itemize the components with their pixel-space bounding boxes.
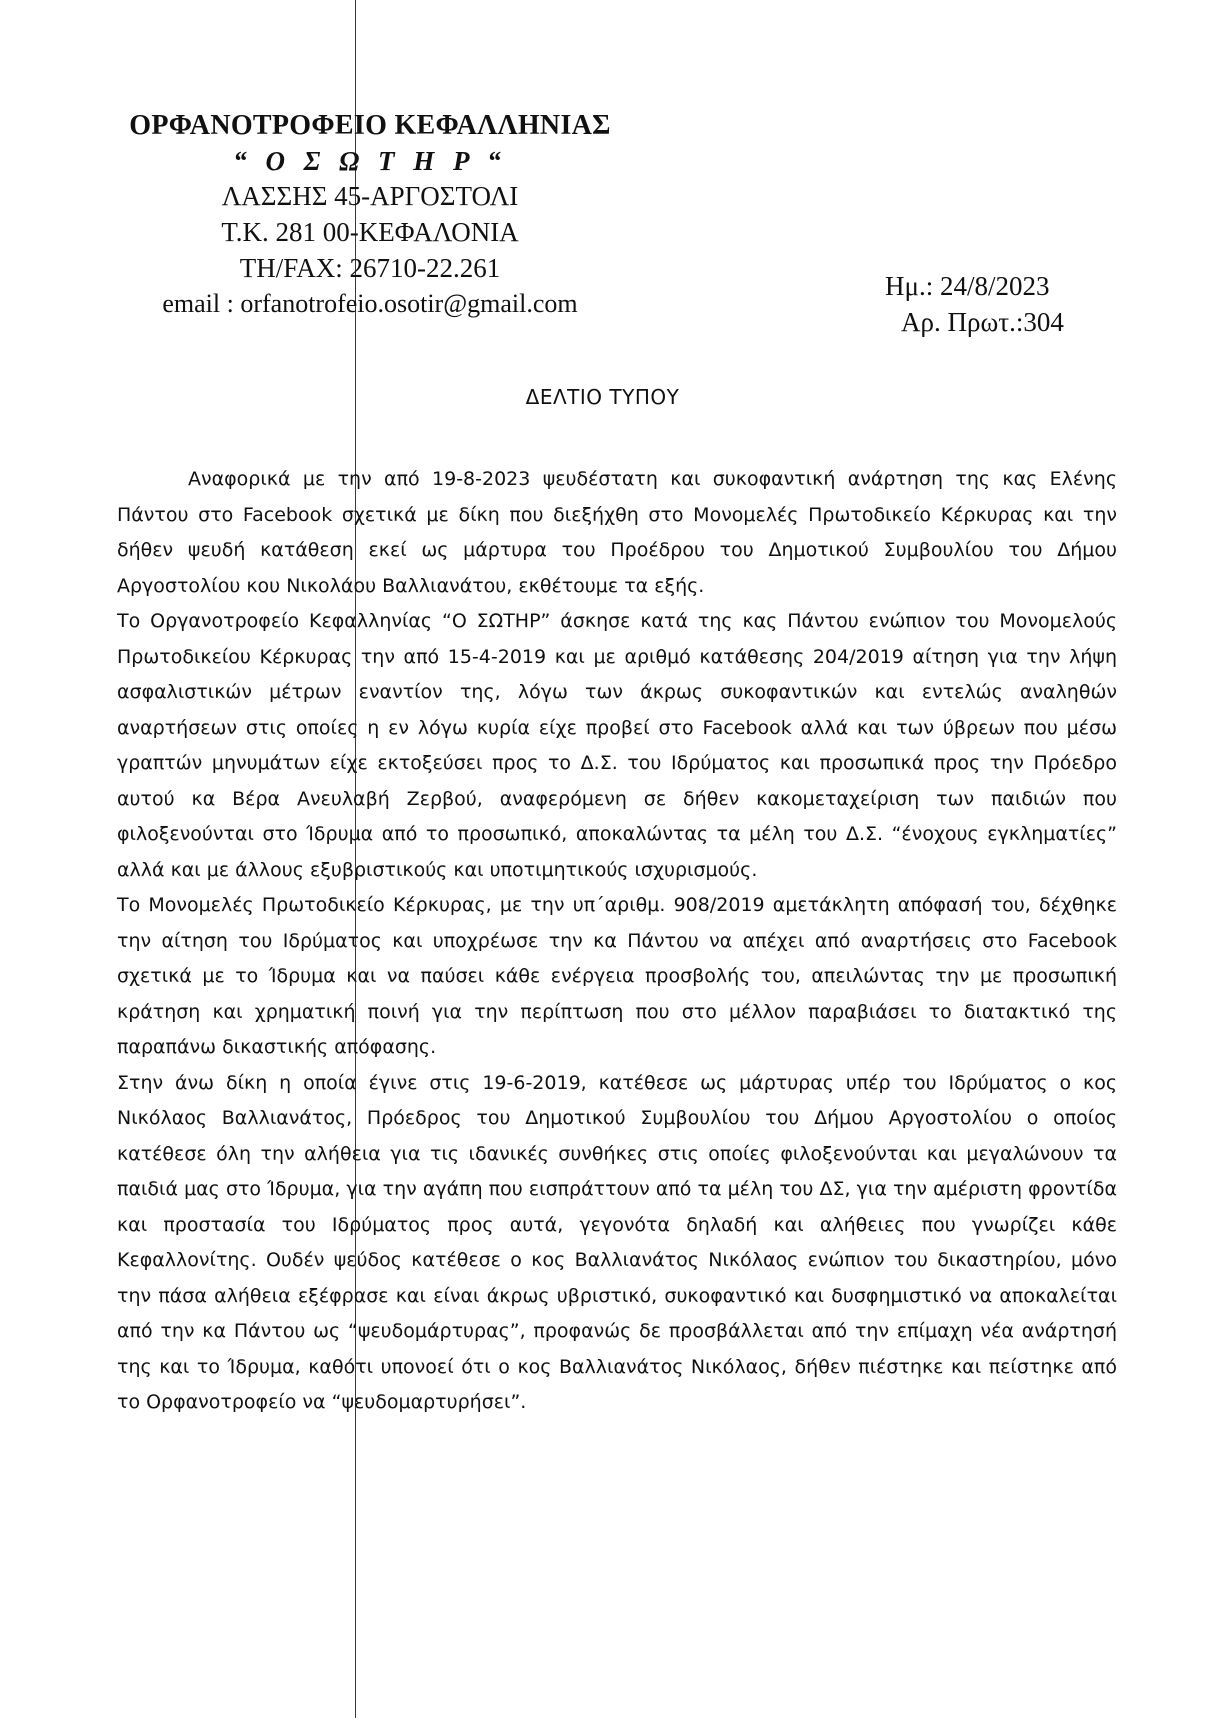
paragraph: Στην άνω δίκη η οποία έγινε στις 19-6-2019, κατέθεσε ως μάρτυρας υπέρ του Ιδρύματος ο κος Νικόλαος Βαλλιανάτος, Πρόεδρος του Δημοτικού Συμβουλίου του Δήμου Αργοστολίου ο οποίος κατέθεσε όλη την αλήθεια για τις ιδανικές συνθήκες στις οποίες φιλοξενούνται και μεγαλώνουν τα παιδιά μας στο Ίδρυμα, για την αγάπη που εισπράττουν από τα μέλη του ΔΣ, για την αμέριστη φροντίδα και προστασία του Ιδρύματος προς αυτά, γεγονότα δηλαδή και αλήθειες που γνωρίζει κάθε Κεφαλλονίτης. Ουδέν ψεύδος κατέθεσε ο κος Βαλλιανάτος Νικόλαος ενώπιον του δικαστηρίου, μόνο την πάσα αλήθεια εξέφρασε και είναι άκρως υβριστικό, συκοφαντικό και δυσφημιστικό να αποκαλείται από την κα Πάντου ως “ψευδομάρτυρας”, προφανώς δε προσβάλλεται από την επίμαχη νέα ανάρτησή της και το Ίδρυμα, καθότι υπονοεί ότι ο κος Βαλλιανάτος Νικόλαος, δήθεν πιέστηκε και πείστηκε από το Ορφανοτροφείο να “ψευδομαρτυρήσει”.: [117, 1071, 1117, 1413]
org-phone: ΤΗ/FAX: 26710-22.261: [239, 253, 501, 283]
org-postal: Τ.Κ. 281 00-ΚΕΦΑΛΟΝΙΑ: [221, 217, 519, 247]
document-meta: [885, 268, 1064, 340]
document-body: [117, 462, 1117, 1421]
paragraph: Αναφορικά με την από 19-8-2023 ψευδέστατη και συκοφαντική ανάρτηση της κας Ελένης Πάντου στο Facebook σχετικά με δίκη που διεξήχθη στο Μονομελές Πρωτοδικείο Κέρκυρας και την δήθεν ψευδή κατάθεση εκεί ως μάρτυρα του Προέδρου του Δημοτικού Συμβουλίου του Δήμου Αργοστολίου κου Νικολάου Βαλλιανάτου, εκθέτουμε τα εξής.: [117, 468, 1117, 597]
paragraph: Το Οργανοτροφείο Κεφαλληνίας “Ο ΣΩΤΗΡ” άσκησε κατά της κας Πάντου ενώπιον του Μονομελούς Πρωτοδικείου Κέρκυρας την από 15-4-2019 και με αριθμό κατάθεσης 204/2019 αίτηση για την λήψη ασφαλιστικών μέτρων εναντίον της, λόγω των άκρως συκοφαντικών και εντελώς αναληθών αναρτήσεων στις οποίες η εν λόγω κυρία είχε προβεί στο Facebook αλλά και των ύβρεων που μέσω γραπτών μηνυμάτων είχε εκτοξεύσει προς το Δ.Σ. του Ιδρύματος και προσωπικά προς την Πρόεδρο αυτού κα Βέρα Ανευλαβή Ζερβού, αναφερόμενη σε δήθεν κακομεταχείριση των παιδιών που φιλοξενούνται στο Ίδρυμα από το προσωπικό, αποκαλώντας τα μέλη του Δ.Σ. “ένοχους εγκληματίες” αλλά και με άλλους εξυβριστικούς και υποτιμητικούς ισχυρισμούς.: [117, 610, 1117, 881]
org-name: ΟΡΦΑΝΟΤΡΟΦΕΙΟ ΚΕΦΑΛΛΗΝΙΑΣ: [129, 110, 611, 141]
document-title: ΔΕΛΤΙΟ ΤΥΠΟΥ: [525, 385, 680, 409]
document-date: Ημ.: 24/8/2023: [885, 271, 1050, 301]
org-subtitle: “ Ο Σ Ω Τ Η Ρ “: [233, 146, 507, 176]
paragraph: Το Μονομελές Πρωτοδικείο Κέρκυρας, με την υπ΄αριθμ. 908/2019 αμετάκλητη απόφασή του, δέχθηκε την αίτηση του Ιδρύματος και υποχρέωσε την κα Πάντου να απέχει από αναρτήσεις στο Facebook σχετικά με το Ίδρυμα και να παύσει κάθε ενέργεια προσβολής του, απειλώντας την με προσωπική κράτηση και χρηματική ποινή για την περίπτωση που στο μέλλον παραβιάσει το διατακτικό της παραπάνω δικαστικής απόφασης.: [117, 894, 1117, 1058]
letterhead: [90, 108, 650, 322]
org-email: email : orfanotrofeio.osotir@gmail.com: [162, 289, 578, 318]
protocol-number: Αρ. Πρωτ.:304: [901, 307, 1064, 337]
org-address: ΛΑΣΣΗΣ 45-ΑΡΓΟΣΤΟΛΙ: [221, 181, 519, 211]
